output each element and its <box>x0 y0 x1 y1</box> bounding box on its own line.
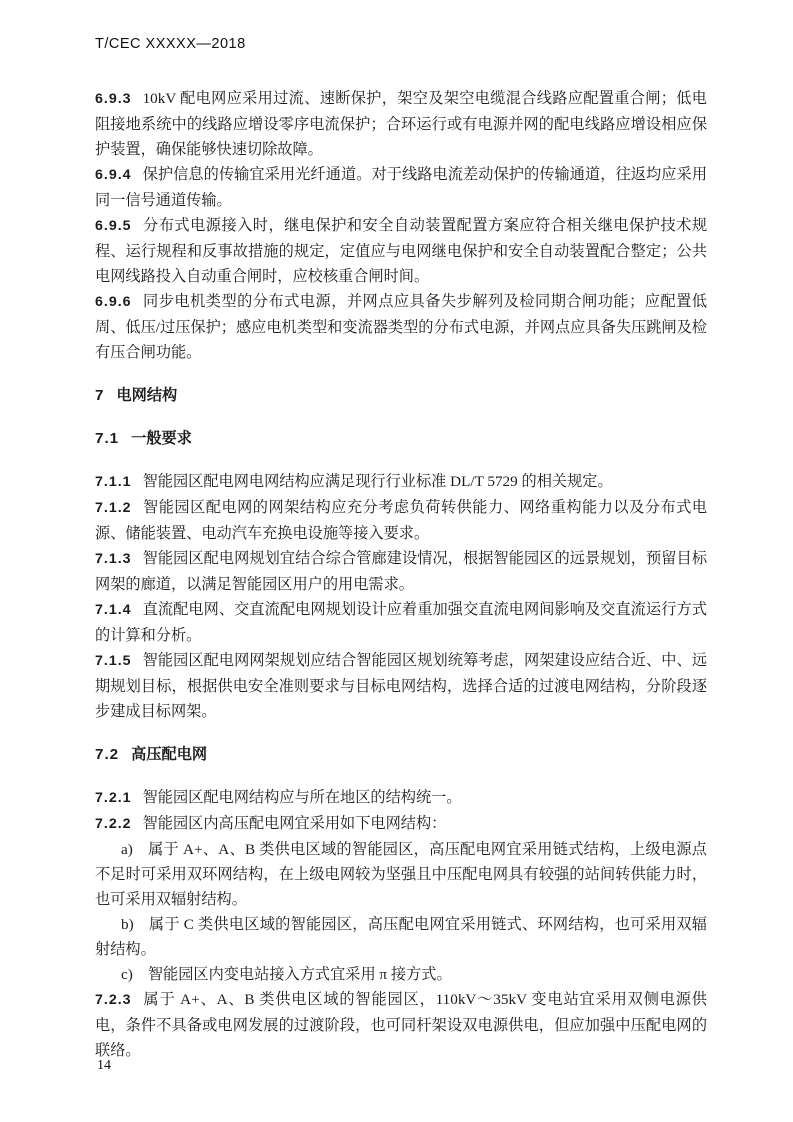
list-item <box>95 912 707 962</box>
clause-number: 7.1.4 <box>95 602 132 618</box>
clause-paragraph <box>95 597 707 648</box>
clause-text: 属于 A+、A、B 类供电区域的智能园区，高压配电网宜采用链式结构，上级电源点不足时可采用双环网结构，在上级电网较为坚强且中压配电网具有较强的站间转供能力时，也可采用双辐射结构。 <box>95 841 707 908</box>
clause-number: 6.9.4 <box>95 167 132 183</box>
clause-paragraph <box>95 213 707 289</box>
clause-number: a) <box>121 841 133 858</box>
clause-text: 保护信息的传输宜采用光纤通道。对于线路电流差动保护的传输通道，往返均应采用同一信号通道传输。 <box>95 166 707 209</box>
clause-number: 7.2.3 <box>95 992 132 1008</box>
clause-number: 6.9.3 <box>95 91 132 107</box>
heading-number: 7 <box>95 387 105 404</box>
clause-number: 7.1.5 <box>95 653 132 669</box>
clause-number: 7.2.2 <box>95 816 132 832</box>
document-content <box>95 86 707 1063</box>
heading-text: 一般要求 <box>131 430 192 447</box>
list-item <box>95 962 707 987</box>
heading-text: 高压配电网 <box>131 746 208 763</box>
clause-paragraph <box>95 162 707 213</box>
clause-text: 直流配电网、交直流配电网规划设计应着重加强交直流电网间影响及交直流运行方式的计算和分析。 <box>95 601 707 644</box>
page-body <box>95 36 707 1063</box>
document-header-code: T/CEC XXXXX—2018 <box>95 36 246 52</box>
clause-number: 7.1.2 <box>95 500 132 516</box>
clause-text: 属于 C 类供电区域的智能园区，高压配电网宜采用链式、环网结构，也可采用双辐射结构。 <box>95 916 707 958</box>
clause-text: 属于 A+、A、B 类供电区域的智能园区，110kV～35kV 变电站宜采用双侧电源供电，条件不具备或电网发展的过渡阶段，也可同杆架设双电源供电，但应加强中压配电网的联络。 <box>95 991 707 1059</box>
clause-number: c) <box>121 966 133 983</box>
clause-paragraph <box>95 495 707 546</box>
sub-section-heading <box>95 426 707 451</box>
clause-text: 智能园区配电网电网结构应满足现行行业标准 DL/T 5729 的相关规定。 <box>142 473 613 490</box>
list-item <box>95 837 707 912</box>
clause-paragraph <box>95 546 707 597</box>
clause-text: 智能园区内高压配电网宜采用如下电网结构： <box>142 815 447 832</box>
clause-text: 智能园区配电网的网架结构应充分考虑负荷转供能力、网络重构能力以及分布式电源、储能装置、电动汽车充换电设施等接入要求。 <box>95 499 707 542</box>
page-number: 14 <box>97 1058 111 1073</box>
clause-number: 7.1.1 <box>95 474 132 490</box>
clause-text: 智能园区内变电站接入方式宜采用 π 接方式。 <box>147 966 452 983</box>
clause-paragraph <box>95 289 707 365</box>
heading-number: 7.1 <box>95 430 120 447</box>
clause-number: 6.9.5 <box>95 218 132 234</box>
clause-text: 智能园区配电网网架规划应结合智能园区规划统筹考虑，网架建设应结合近、中、远期规划目标，根据供电安全准则要求与目标电网结构，选择合适的过渡电网结构，分阶段逐步建成目标网架。 <box>95 652 707 720</box>
clause-text: 同步电机类型的分布式电源，并网点应具备失步解列及检同期合闸功能；应配置低周、低压/过压保护；感应电机类型和变流器类型的分布式电源，并网点应具备失压跳闸及检有压合闸功能。 <box>95 293 707 361</box>
clause-text: 智能园区配电网规划宜结合综合管廊建设情况，根据智能园区的远景规划，预留目标网架的廊道，以满足智能园区用户的用电需求。 <box>95 550 707 593</box>
clause-number: b) <box>121 916 134 933</box>
clause-paragraph <box>95 785 707 811</box>
clause-text: 10kV 配电网应采用过流、速断保护，架空及架空电缆混合线路应配置重合闸；低电阻接地系统中的线路应增设零序电流保护；合环运行或有电源并网的配电线路应增设相应保护装置，确保能够快速切除故障。 <box>95 90 707 158</box>
section-heading <box>95 383 707 408</box>
clause-paragraph <box>95 469 707 495</box>
clause-number: 7.2.1 <box>95 790 132 806</box>
clause-text: 分布式电源接入时，继电保护和安全自动装置配置方案应符合相关继电保护技术规程、运行规程和反事故措施的规定，定值应与电网继电保护和安全自动装置配合整定；公共电网线路投入自动重合闸时，应校核重合闸时间。 <box>95 217 707 285</box>
clause-text: 智能园区配电网结构应与所在地区的结构统一。 <box>142 789 462 806</box>
clause-number: 6.9.6 <box>95 294 132 310</box>
clause-paragraph <box>95 811 707 837</box>
sub-section-heading <box>95 742 707 767</box>
heading-text: 电网结构 <box>116 387 178 404</box>
clause-paragraph <box>95 648 707 724</box>
heading-number: 7.2 <box>95 746 120 763</box>
clause-number: 7.1.3 <box>95 551 132 567</box>
clause-paragraph <box>95 86 707 162</box>
clause-paragraph <box>95 987 707 1063</box>
